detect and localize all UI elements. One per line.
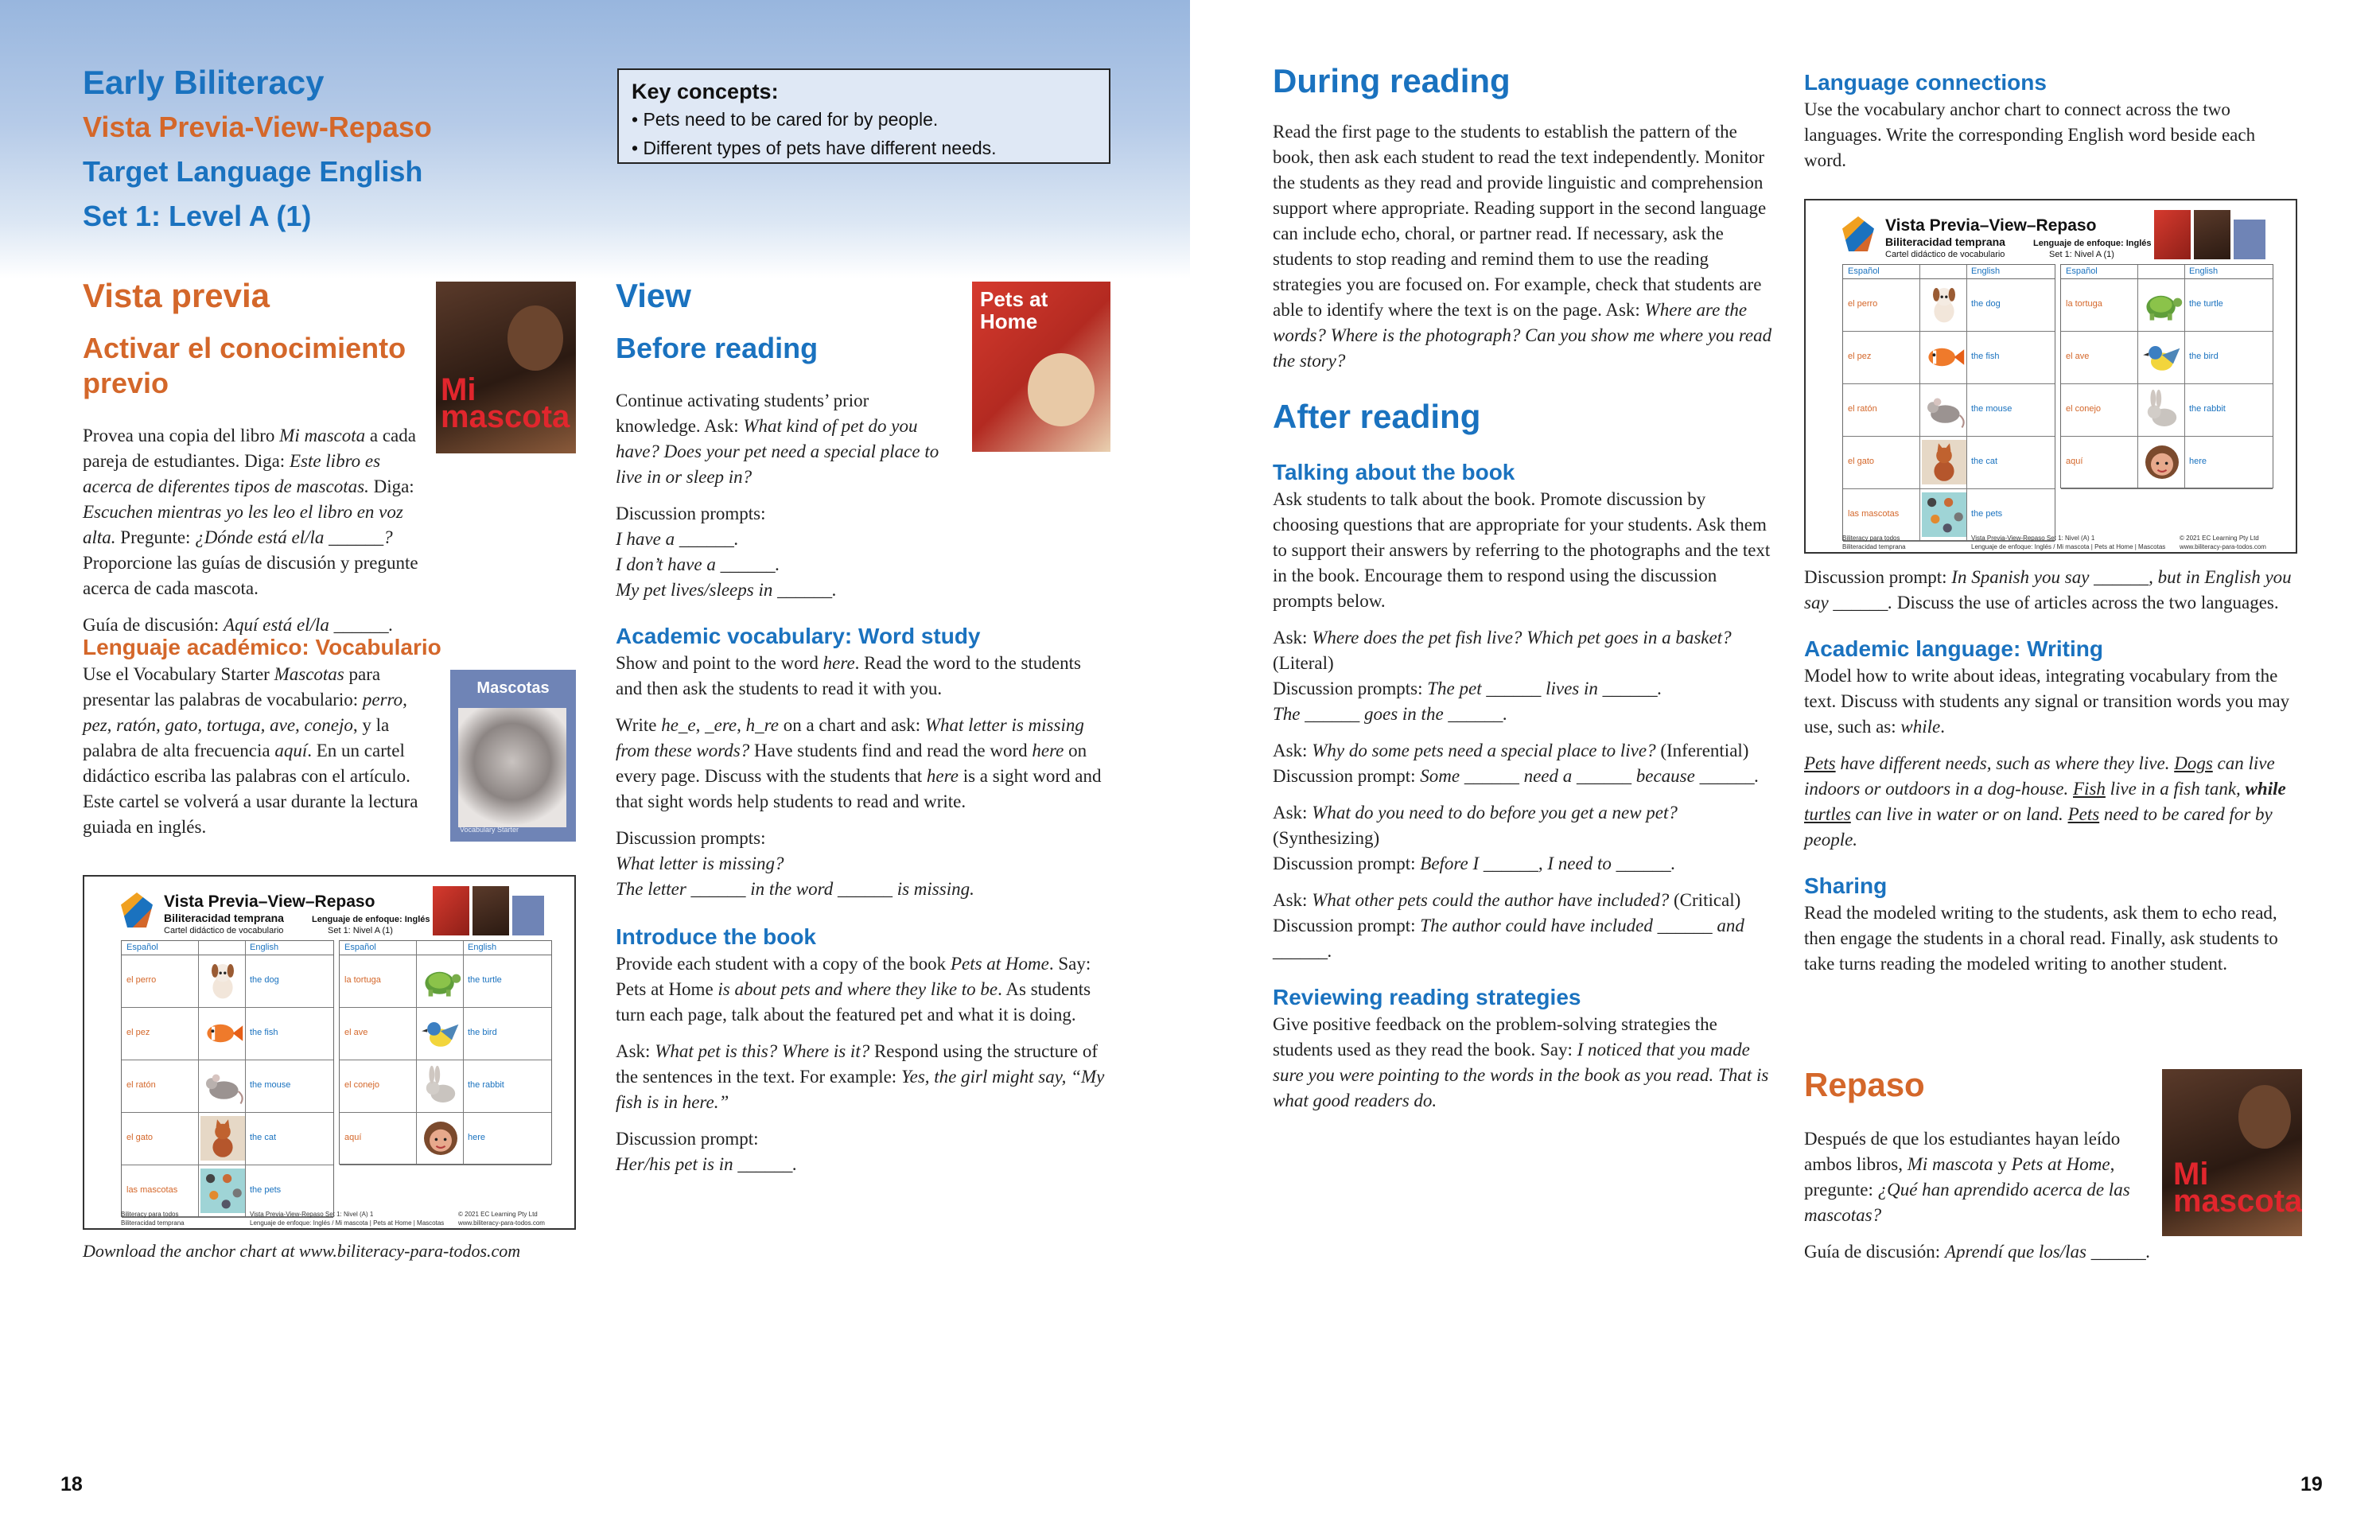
activar-heading: Activar el conocimiento previo	[83, 332, 406, 399]
language-connections-section	[1804, 68, 2300, 173]
vocab-word-english: the cat	[250, 1133, 277, 1142]
pets-cover-title-line2: Home	[980, 309, 1038, 333]
mini-cover-mi	[2194, 210, 2230, 259]
pets-icon	[1922, 492, 1966, 537]
during-after-column	[1273, 60, 1774, 1114]
vocab-word-spanish: el conejo	[2066, 404, 2102, 414]
vocab-grid-left	[121, 940, 334, 1217]
anchor-chart-subtitle: Biliteracidad temprana	[1885, 235, 2005, 248]
text-run: Pets	[2067, 804, 2100, 824]
text-run: I noticed that you made sure you were pointing to the words in the book as you read. That is what good readers do.	[1273, 1040, 1769, 1110]
vocab-row	[1843, 437, 2055, 489]
vocab-word-spanish: el gato	[1848, 457, 1875, 466]
column-header-spanish: Español	[126, 943, 158, 952]
anchor-chart-left	[83, 875, 576, 1230]
text-run: Este libro es acerca de diferentes tipos de mascotas.	[83, 451, 381, 496]
text-run: Some ______ need a ______ because ______.	[1420, 766, 1760, 786]
text-run: In Spanish you say ______, but in English you say ______.	[1804, 567, 2292, 612]
vocab-word-spanish: la tortuga	[344, 975, 381, 985]
during-reading-heading: During reading	[1273, 62, 1511, 99]
mini-cover-mascotas	[2234, 220, 2265, 259]
text-run: Diga:	[368, 476, 414, 496]
text-run: My pet lives/sleeps in ______.	[616, 580, 837, 600]
language-discussion-prompt	[1804, 565, 2300, 616]
rabbit-icon	[2140, 387, 2184, 432]
fish-icon	[1922, 335, 1966, 379]
text-run: Discussion prompts:	[1273, 679, 1428, 698]
key-concepts-title: Key concepts:	[632, 80, 779, 103]
vocab-word-english: the bird	[2189, 352, 2219, 361]
anchor-chart-kind: Cartel didáctico de vocabulario	[164, 926, 284, 935]
vocab-word-spanish: el ratón	[126, 1080, 156, 1090]
vocab-grid-right	[339, 940, 552, 1165]
text-run: Mi mascota	[1907, 1154, 1993, 1174]
cover-title-line1: Mi	[2173, 1157, 2209, 1192]
chart-footer-right-1: © 2021 EC Learning Pty Ltd	[458, 1211, 538, 1218]
reviewing-para	[1273, 1012, 1774, 1114]
vocab-word-english: the pets	[1971, 509, 2003, 519]
text-run: ¿Qué han aprendido acerca de las mascotas?	[1804, 1180, 2130, 1225]
text-run: while	[2245, 779, 2286, 799]
column-header-english: English	[250, 943, 279, 952]
vocab-row	[1843, 279, 2055, 332]
mini-cover-mi	[472, 886, 509, 935]
text-run: can live in water or on land.	[1850, 804, 2068, 824]
mini-cover-mascotas	[512, 896, 544, 935]
text-run: Discussion prompt:	[1804, 567, 1952, 587]
text-run: is about pets and where they like to be	[718, 979, 998, 999]
vocab-word-spanish: el gato	[126, 1133, 154, 1142]
key-concept-item: • Pets need to be cared for by people.	[632, 109, 939, 130]
text-run: turtles	[1804, 804, 1851, 824]
vocab-row	[1843, 384, 2055, 437]
text-run: can live indoors or outdoors in a dog-house.	[1804, 753, 2275, 799]
talking-inferential	[1273, 738, 1774, 789]
repaso-heading: Repaso	[1804, 1066, 1925, 1103]
vocab-word-spanish: la tortuga	[2066, 299, 2102, 309]
chart-footer-left-1: Biliteracy para todos	[121, 1211, 179, 1218]
text-run: The letter ______ in the word ______ is missing.	[616, 879, 974, 899]
vocab-row	[1843, 332, 2055, 384]
chart-footer-left-1: Biliteracy para todos	[1842, 535, 1900, 542]
biliteracy-logo	[121, 892, 153, 928]
cover-title-line2: mascota	[2173, 1184, 2302, 1219]
talking-critical	[1273, 888, 1774, 964]
program-title: Vista Previa-View-Repaso	[83, 111, 432, 143]
vocab-grid-header	[340, 941, 551, 955]
anchor-chart-title: Vista Previa–View–Repaso	[164, 892, 375, 911]
text-run: Give positive feedback on the problem-solving strategies the students used as they read the book. Say:	[1273, 1014, 1717, 1060]
target-language: Target Language English	[83, 155, 423, 188]
chart-footer-left-2: Biliteracidad temprana	[121, 1219, 185, 1227]
page-number-left: 18	[60, 1473, 83, 1495]
text-run: Discussion prompt:	[616, 1129, 759, 1149]
chart-footer-right-2: www.biliteracy-para-todos.com	[458, 1219, 545, 1227]
mi-mascota-cover-repaso	[2162, 1069, 2302, 1236]
text-run: Discussion prompt:	[1273, 916, 1421, 935]
introduce-prompt	[616, 1126, 1110, 1177]
vocab-word-english: here	[468, 1133, 486, 1142]
talking-synthesizing	[1273, 800, 1774, 877]
text-run: The ______ goes in the ______.	[1273, 704, 1508, 724]
vista-previa-para-1	[83, 423, 433, 601]
text-run: Aquí está el/la ______.	[223, 615, 394, 635]
text-run: .	[1940, 717, 1945, 737]
vocab-word-spanish: el ave	[2066, 352, 2090, 361]
text-run: Show and point to the word	[616, 653, 823, 673]
introduce-para-1	[616, 951, 1110, 1028]
set-level: Set 1: Level A (1)	[83, 200, 312, 232]
text-run: Pregunte:	[115, 527, 196, 547]
text-run: Después de que los estudiantes hayan leído ambos libros,	[1804, 1129, 2121, 1174]
dog-icon	[200, 959, 245, 1003]
page-number-right: 19	[2300, 1473, 2323, 1495]
vocab-row	[2061, 332, 2273, 384]
text-run: perro, pez, ratón, gato, tortuga, ave, conejo	[83, 690, 407, 735]
vocab-row	[2061, 384, 2273, 437]
text-run: need to be cared for by people.	[1804, 804, 2273, 850]
text-run: (Critical)	[1669, 890, 1741, 910]
vocab-word-spanish: aquí	[344, 1133, 362, 1142]
sharing-heading: Sharing	[1804, 873, 1888, 898]
vista-previa-body	[83, 423, 560, 638]
page-right	[1190, 0, 2380, 1540]
text-run: (Inferential)	[1655, 741, 1749, 760]
text-run: Ask:	[1273, 890, 1312, 910]
after-reading-heading: After reading	[1273, 398, 1481, 435]
fish-icon	[200, 1011, 245, 1056]
text-run: What letter is missing from these words?	[616, 715, 1084, 760]
vocab-row	[340, 1113, 551, 1165]
cat-icon	[200, 1116, 245, 1161]
text-run: on every page. Discuss with the students that	[616, 741, 1087, 786]
text-run: Respond using the structure of the sentences in the text. For example:	[616, 1041, 1099, 1087]
text-run: Pets	[1804, 753, 1836, 773]
vocab-row	[122, 1008, 333, 1060]
text-run: Escuchen mientras yo les leo el libro en voz alta.	[83, 502, 403, 547]
vocab-word-english: the pets	[250, 1185, 282, 1195]
repaso-guide	[1804, 1239, 2154, 1265]
text-run: while	[1900, 717, 1941, 737]
text-run: Discussion prompt:	[1273, 766, 1421, 786]
text-run: Provea una copia del libro	[83, 426, 280, 445]
word-study-para-1	[616, 651, 1110, 702]
text-run: Where does the pet fish live? Which pet goes in a basket?	[1312, 628, 1732, 648]
vocab-word-english: the turtle	[468, 975, 502, 985]
chart-footer-mid-2: Lenguaje de enfoque: Inglés / Mi mascota | Pets at Home | Mascotas	[1971, 543, 2166, 550]
vocab-word-spanish: el ave	[344, 1028, 368, 1037]
word-study-heading: Academic vocabulary: Word study	[616, 624, 981, 648]
vocab-grid-header	[122, 941, 333, 955]
text-run: Ask:	[1273, 628, 1312, 648]
anchor-chart-title: Vista Previa–View–Repaso	[1885, 216, 2097, 235]
chart-footer-mid-1: Vista Previa-View-Repaso Set 1: Nivel (A) 1	[1971, 535, 2095, 542]
text-run: (Synthesizing)	[1273, 828, 1380, 848]
text-run: here	[926, 766, 959, 786]
vocab-word-english: the bird	[468, 1028, 497, 1037]
anchor-chart-caption: Download the anchor chart at www.biliteracy-para-todos.com	[83, 1241, 521, 1261]
anchor-chart-focus: Lenguaje de enfoque: Inglés	[312, 915, 430, 924]
modeled-writing	[1804, 751, 2300, 853]
vocab-word-english: the rabbit	[468, 1080, 504, 1090]
text-run: What do you need to do before you get a new pet?	[1312, 803, 1678, 822]
vocab-word-english: the cat	[1971, 457, 1998, 466]
column-header-spanish: Español	[344, 943, 376, 952]
cover-title-line2: mascota	[441, 399, 570, 434]
text-run: Guía de discusión:	[1804, 1242, 1945, 1262]
dog-icon	[1922, 282, 1966, 327]
text-run: here	[822, 653, 855, 673]
column-header-spanish: Español	[2066, 266, 2098, 276]
text-run: Why do some pets need a special place to live?	[1312, 741, 1656, 760]
text-run: Read the first page to the students to establish the pattern of the book, then ask each student to read the text independently. Monitor the students as they read and provide linguistic and comprehension support where appropriate. Reading support in the second language can include echo, choral, or partner read. If necessary, ask the students to stop reading and remind them to use the reading strategies you are focused on. For example, check that students are able to identify where the text is on the page. Ask:	[1273, 122, 1767, 320]
bird-icon	[418, 1011, 463, 1056]
vocab-word-english: the mouse	[1971, 404, 2012, 414]
vocab-word-spanish: aquí	[2066, 457, 2083, 466]
text-run: a cada pareja de estudiantes. Diga:	[83, 426, 416, 471]
key-concepts-box	[617, 68, 1110, 164]
chart-footer-mid-2: Lenguaje de enfoque: Inglés / Mi mascota | Pets at Home | Mascotas	[250, 1219, 445, 1227]
vista-previa-heading: Vista previa	[83, 277, 270, 314]
talking-para	[1273, 487, 1774, 614]
vocab-grid-header	[2061, 265, 2273, 279]
chart-footer-mid-1: Vista Previa-View-Repaso Set 1: Nivel (A) 1	[250, 1211, 374, 1218]
vocab-row	[340, 1008, 551, 1060]
biliteracy-logo	[1842, 216, 1874, 251]
anchor-chart-right	[1804, 199, 2297, 554]
vocab-grid-left	[1842, 264, 2055, 541]
vocab-word-spanish: las mascotas	[1848, 509, 1900, 519]
text-run: Continue activating students’ prior knowledge. Ask:	[616, 391, 869, 436]
language-writing-section	[1804, 565, 2300, 977]
view-heading: View	[616, 277, 691, 314]
text-run: What pet is this? Where is it?	[655, 1041, 870, 1061]
cat-icon	[1922, 440, 1966, 484]
text-run: , pregunte:	[1804, 1154, 2115, 1200]
text-run: (Literal)	[1273, 653, 1334, 673]
vocab-word-english: the fish	[250, 1028, 278, 1037]
column-header-english: English	[2189, 266, 2219, 276]
chart-footer-right-2: www.biliteracy-para-todos.com	[2180, 543, 2266, 550]
vocab-word-english: the mouse	[250, 1080, 291, 1090]
vocab-word-spanish: el perro	[1848, 299, 1878, 309]
sharing-para	[1804, 900, 2300, 977]
text-run: . As students turn each page, talk about the featured pet and what it is doing.	[616, 979, 1091, 1025]
anchor-chart-level: Set 1: Nivel A (1)	[328, 926, 393, 935]
reviewing-heading: Reviewing reading strategies	[1273, 985, 1581, 1009]
text-run: . Read the word to the students and then ask the students to read it with you.	[616, 653, 1081, 698]
text-run: live in a fish tank,	[2105, 779, 2246, 799]
text-run: Discussion prompt:	[1273, 854, 1421, 873]
text-run: Aprendí que los/las ______.	[1944, 1242, 2151, 1262]
text-run: Her/his pet is in ______.	[616, 1154, 798, 1174]
vocab-row	[122, 955, 333, 1008]
during-reading-para	[1273, 119, 1774, 374]
view-section	[616, 275, 966, 366]
text-run: What kind of pet do you have? Does your pet need a special place to live in or sleep in?	[616, 416, 939, 487]
text-run: I don’t have a ______.	[616, 554, 780, 574]
repaso-section	[1804, 1064, 2154, 1265]
chart-footer-right-1: © 2021 EC Learning Pty Ltd	[2180, 535, 2259, 542]
introduce-heading: Introduce the book	[616, 924, 816, 949]
text-run: he_e, _ere, h_re	[661, 715, 779, 735]
text-run: Mi mascota	[279, 426, 366, 445]
vocab-word-spanish: las mascotas	[126, 1185, 178, 1195]
girl-icon	[418, 1116, 463, 1161]
bird-icon	[2140, 335, 2184, 379]
vocab-heading: Lenguaje académico: Vocabulario	[83, 635, 441, 659]
text-run: Ask:	[616, 1041, 655, 1061]
series-header	[83, 60, 528, 239]
text-run: aquí	[274, 741, 308, 760]
vista-previa-section	[83, 275, 433, 401]
text-run: Mascotas	[274, 664, 344, 684]
vocab-word-english: the dog	[250, 975, 279, 985]
before-reading-prompts	[616, 501, 1110, 603]
vocab-word-english: the rabbit	[2189, 404, 2226, 414]
text-run: Dogs	[2174, 753, 2213, 773]
mouse-photo	[458, 708, 566, 827]
text-run: Ask:	[1273, 803, 1312, 822]
text-run: Before I ______, I need to ______.	[1420, 854, 1676, 873]
vocab-word-english: the turtle	[2189, 299, 2223, 309]
text-run: . En un cartel didáctico escriba las palabras con el artículo. Este cartel se volverá a usar durante la lectura guiada en inglés.	[83, 741, 418, 837]
vocab-row	[122, 1060, 333, 1113]
vocab-para	[83, 662, 433, 840]
turtle-icon	[418, 959, 463, 1003]
turtle-icon	[2140, 282, 2184, 327]
vocab-row	[2061, 279, 2273, 332]
column-header-spanish: Español	[1848, 266, 1880, 276]
rabbit-icon	[418, 1064, 463, 1108]
text-run: Guía de discusión:	[83, 615, 224, 635]
text-run: What letter is missing?	[616, 854, 784, 873]
text-run: The pet ______ lives in ______.	[1427, 679, 1662, 698]
mouse-icon	[200, 1064, 245, 1108]
vocab-word-spanish: el conejo	[344, 1080, 380, 1090]
introduce-para-2	[616, 1039, 1110, 1115]
series-title: Early Biliteracy	[83, 64, 325, 101]
column-header-english: English	[1971, 266, 2001, 276]
vocab-word-english: the dog	[1971, 299, 2001, 309]
text-run: here	[1032, 741, 1064, 760]
before-reading-para	[616, 388, 950, 490]
text-run: is a sight word and that sight words help students to read and write.	[616, 766, 1102, 811]
text-run: Pets at Home	[2011, 1154, 2110, 1174]
vocab-row	[340, 955, 551, 1008]
word-study-prompts	[616, 826, 1110, 902]
writing-para	[1804, 663, 2300, 740]
cover-title-line1: Mi	[441, 372, 476, 407]
before-reading-heading: Before reading	[616, 332, 819, 364]
word-study-para-2	[616, 713, 1110, 815]
text-run: Proporcione las guías de discusión y pregunte acerca de cada mascota.	[83, 553, 418, 598]
text-run: Ask:	[1273, 741, 1312, 760]
pets-cover-title-line1: Pets at	[980, 287, 1048, 311]
vocab-grid-header	[1843, 265, 2055, 279]
text-run: ¿Dónde está el/la ______?	[195, 527, 393, 547]
text-run: Write	[616, 715, 662, 735]
language-connections-para	[1804, 97, 2300, 173]
vocab-word-spanish: el ratón	[1848, 404, 1877, 414]
vocab-row	[122, 1113, 333, 1165]
column-header-english: English	[468, 943, 497, 952]
text-run: Yes, the girl might say, “My fish is in here.”	[616, 1067, 1105, 1112]
mini-cover-pets	[2154, 210, 2191, 259]
text-run: Discuss the use of articles across the two languages.	[1892, 593, 2279, 612]
text-run: Read the modeled writing to the students, ask them to echo read, then engage the students in a choral read. Finally, ask students to take turns reading the modeled writing to another student.	[1804, 903, 2278, 974]
mascotas-cover	[450, 670, 576, 842]
anchor-chart-level: Set 1: Nivel A (1)	[2049, 250, 2114, 259]
chart-footer-left-2: Biliteracidad temprana	[1842, 543, 1906, 550]
mascotas-cover-title: Mascotas	[476, 679, 550, 697]
mini-cover-pets	[433, 886, 469, 935]
text-run: What other pets could the author have included?	[1312, 890, 1670, 910]
anchor-chart-subtitle: Biliteracidad temprana	[164, 912, 284, 924]
vocab-row	[340, 1060, 551, 1113]
view-body	[616, 388, 1110, 1177]
text-run: y	[1993, 1154, 2012, 1174]
text-run: Discussion prompts:	[616, 828, 766, 848]
vocab-starter-label: Vocabulary Starter	[460, 826, 519, 834]
vocab-word-english: the fish	[1971, 352, 2000, 361]
language-connections-heading: Language connections	[1804, 70, 2047, 95]
text-run: Ask students to talk about the book. Promote discussion by choosing questions that are appropriate for your students. Ask them to support their answers by referring to the photographs and the text in the book. Encourage them to respond using the discussion prompts below.	[1273, 489, 1771, 611]
pets-icon	[200, 1169, 245, 1213]
vocab-word-english: here	[2189, 457, 2207, 466]
text-run: Pets at Home	[950, 954, 1049, 974]
text-run: Fish	[2073, 779, 2106, 799]
anchor-chart-kind: Cartel didáctico de vocabulario	[1885, 250, 2005, 259]
mouse-icon	[1922, 387, 1966, 432]
text-run: para presentar las palabras de vocabulario:	[83, 664, 381, 710]
text-run: The author could have included ______ and ______.	[1273, 916, 1744, 961]
text-run: . Say: Pets at Home	[616, 954, 1091, 999]
vocab-word-spanish: el perro	[126, 975, 157, 985]
repaso-para	[1804, 1126, 2154, 1228]
text-run: Have students find and read the word	[749, 741, 1032, 760]
vocab-grid-right	[2060, 264, 2273, 488]
text-run: Use el Vocabulary Starter	[83, 664, 274, 684]
text-run: Where are the words? Where is the photograph? Can you show me where you read the story?	[1273, 300, 1772, 371]
text-run: Provide each student with a copy of the book	[616, 954, 951, 974]
text-run: Discussion prompts:	[616, 504, 766, 523]
vocab-word-spanish: el pez	[126, 1028, 150, 1037]
text-run: , y la palabra de alta frecuencia	[83, 715, 390, 760]
vocab-word-spanish: el pez	[1848, 352, 1872, 361]
writing-heading: Academic language: Writing	[1804, 636, 2103, 661]
text-run: have different needs, such as where they live.	[1835, 753, 2175, 773]
text-run: on a chart and ask:	[778, 715, 925, 735]
text-run: Use the vocabulary anchor chart to connect across the two languages. Write the corresponding English word beside each word.	[1804, 99, 2256, 170]
key-concept-item: • Different types of pets have different needs.	[632, 138, 997, 158]
text-run: I have a ______.	[616, 529, 739, 549]
text-run: Model how to write about ideas, integrating vocabulary from the text. Discuss with students any signal or transition words you may use, such as:	[1804, 666, 2290, 737]
vocab-row	[2061, 437, 2273, 489]
girl-icon	[2140, 440, 2184, 484]
talking-heading: Talking about the book	[1273, 460, 1515, 484]
anchor-chart-focus: Lenguaje de enfoque: Inglés	[2033, 239, 2152, 248]
talking-literal	[1273, 625, 1774, 727]
